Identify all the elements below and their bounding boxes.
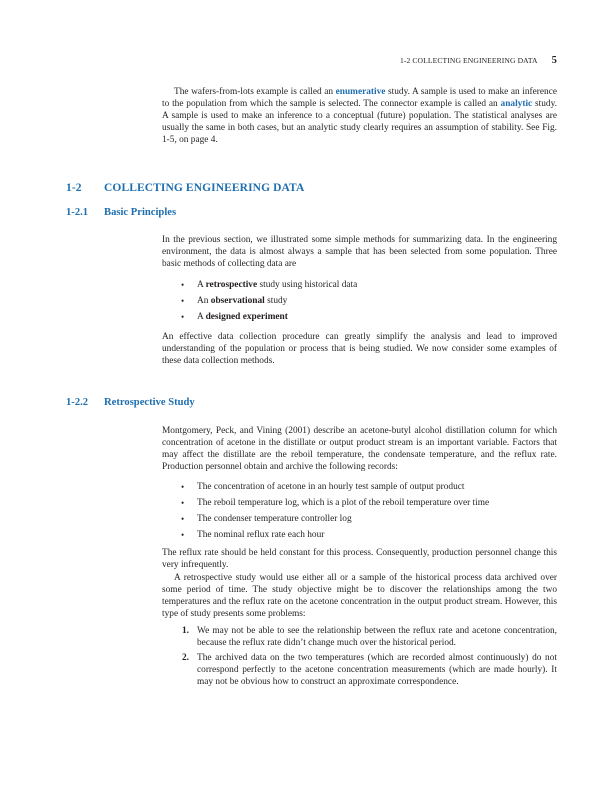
bullet-icon: •	[181, 514, 185, 525]
subsection-number: 1-2.2	[66, 397, 89, 408]
list-item: • The reboil temperature log, which is a plot of the reboil temperature over time	[162, 495, 557, 511]
bullet-icon: •	[181, 482, 185, 493]
intro-text-2: study. A sample is used to make an inference to the population from which the sample is selected. The connector example is called an	[162, 87, 557, 110]
list-item: • A retrospective study using historical data	[162, 277, 557, 293]
subsection-heading-1-2-1	[66, 207, 176, 218]
list-item: • An observational study	[162, 293, 557, 309]
retrospective-paragraph-1: Montgomery, Peck, and Vining (2001) describe an acetone-butyl alcohol distillation column for which concentration of acetone in the distillate or output product stream is an important variable. Factors that may affect the distillate are the reboil temperature, the condensate temperature, and the reflux rate. Production personnel obtain and archive the following records:	[162, 426, 557, 473]
retrospective-study-block	[162, 425, 557, 691]
collection-methods-list	[162, 277, 557, 325]
intro-text-1: The wafers-from-lots example is called an	[174, 87, 336, 97]
section-title: COLLECTING ENGINEERING DATA	[104, 182, 305, 194]
intro-text-3: study. A sample is used to make an inference to a conceptual (future) population. The statistical analyses are usually the same in both cases, but an analytic study clearly requires an assumption of stability. See Fig. 1-5, on page 4.	[162, 99, 557, 146]
intro-block	[162, 86, 557, 146]
keyword-enumerative: enumerative	[335, 87, 386, 97]
subsection-number: 1-2.1	[66, 207, 89, 218]
bullet-icon: •	[181, 498, 185, 509]
list-item: • The concentration of acetone in an hourly test sample of output product	[162, 479, 557, 495]
keyword-analytic: analytic	[500, 99, 533, 110]
subsection-title: Retrospective Study	[104, 397, 195, 408]
running-head-title: 1-2 COLLECTING ENGINEERING DATA	[399, 56, 538, 65]
basic-principles-paragraph-2: An effective data collection procedure can greatly simplify the analysis and lead to improved understanding of the population or process that is being studied. We now consider some examples of these data collection methods.	[162, 332, 557, 367]
section-heading-1-2	[66, 182, 304, 194]
basic-principles-paragraph-1: In the previous section, we illustrated some simple methods for summarizing data. In the engineering environment, the data is almost always a sample that has been selected from some population. Three basic methods of collecting data are	[162, 235, 557, 270]
list-item: 2. The archived data on the two temperatures (which are recorded almost continuously) do not correspond perfectly to the acetone concentration measurements (which are made hourly). It may not be obvious how to construct an approximate correspondence.	[182, 653, 557, 688]
item-number: 1.	[182, 625, 190, 636]
bullet-icon: •	[181, 296, 185, 307]
list-item: 1. We may not be able to see the relationship between the reflux rate and acetone concentration, because the reflux rate didn’t change much over the historical period.	[182, 625, 557, 649]
retrospective-paragraph-3: A retrospective study would use either all or a sample of the historical process data archived over some period of time. The study objective might be to discover the relationships among the two temperatures and the reflux rate on the acetone concentration in the output product stream. However, this type of study presents some problems:	[162, 572, 557, 619]
bullet-icon: •	[181, 530, 185, 541]
retrospective-paragraph-2: The reflux rate should be held constant for this process. Consequently, production personnel change this very infrequently.	[162, 548, 557, 571]
running-head	[400, 55, 557, 66]
item-number: 2.	[182, 653, 190, 664]
page-number: 5	[551, 55, 557, 66]
section-number: 1-2	[66, 182, 82, 194]
bullet-icon: •	[181, 280, 185, 291]
bullet-icon: •	[181, 312, 185, 323]
basic-principles-block	[162, 234, 557, 368]
subsection-title: Basic Principles	[104, 207, 177, 218]
records-list	[162, 479, 557, 543]
list-item: • A designed experiment	[162, 309, 557, 325]
subsection-heading-1-2-2	[66, 397, 195, 408]
intro-paragraph	[162, 86, 557, 146]
problems-list	[162, 625, 557, 688]
list-item: • The condenser temperature controller log	[162, 511, 557, 527]
list-item: • The nominal reflux rate each hour	[162, 527, 557, 543]
